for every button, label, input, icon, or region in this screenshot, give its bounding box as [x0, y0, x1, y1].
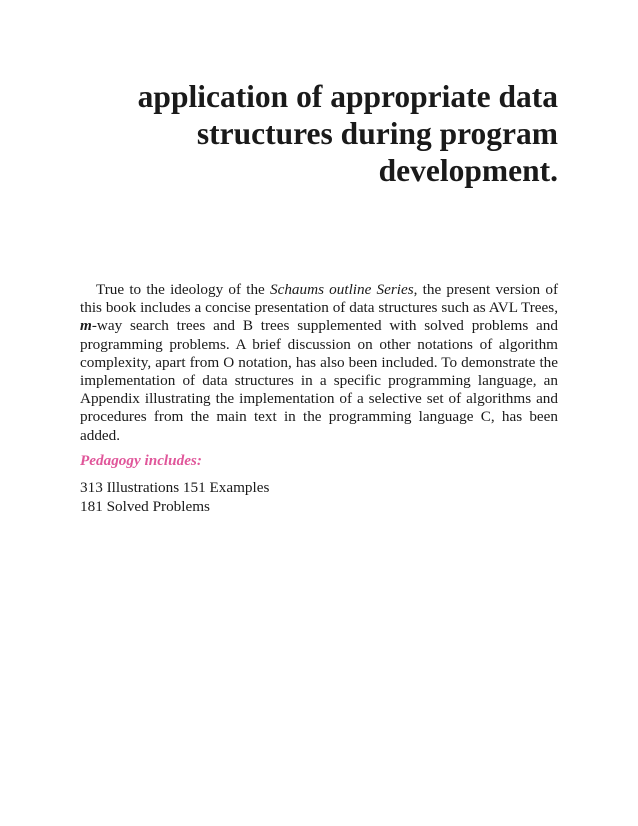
body-paragraph — [80, 281, 558, 445]
m-way-variable: m — [80, 317, 92, 335]
series-title: Schaums outline Series — [270, 281, 414, 298]
body-text-segment-1: True to the ideology of the — [96, 281, 270, 298]
pedagogy-label: Pedagogy includes: — [80, 452, 202, 469]
heading-line-1: application of appropriate data — [137, 79, 558, 114]
stats-line-2: 181 Solved Problems — [80, 498, 210, 515]
body-text-segment-5: -way search trees and B trees supplemented with solved problems and programming problems. A brief discussion on other notations of algorithm complexity, apart from O notation, has also been included. To demonstrate the implementation of data structures in a specific programming language, an Appendix illustrating the implementation of a selective set of algorithms and procedures from the main text in the programming language C, has been added. — [80, 317, 558, 444]
section-heading — [80, 78, 558, 189]
stats-line-1: 313 Illustrations 151 Examples — [80, 479, 270, 496]
body-text-segment-3: , the present version of this book includes a concise presentation of data structures such as AVL Trees, — [80, 281, 558, 317]
pedagogy-stats — [80, 478, 269, 516]
heading-line-2: structures during program — [196, 116, 558, 151]
heading-line-3: development. — [378, 153, 558, 188]
